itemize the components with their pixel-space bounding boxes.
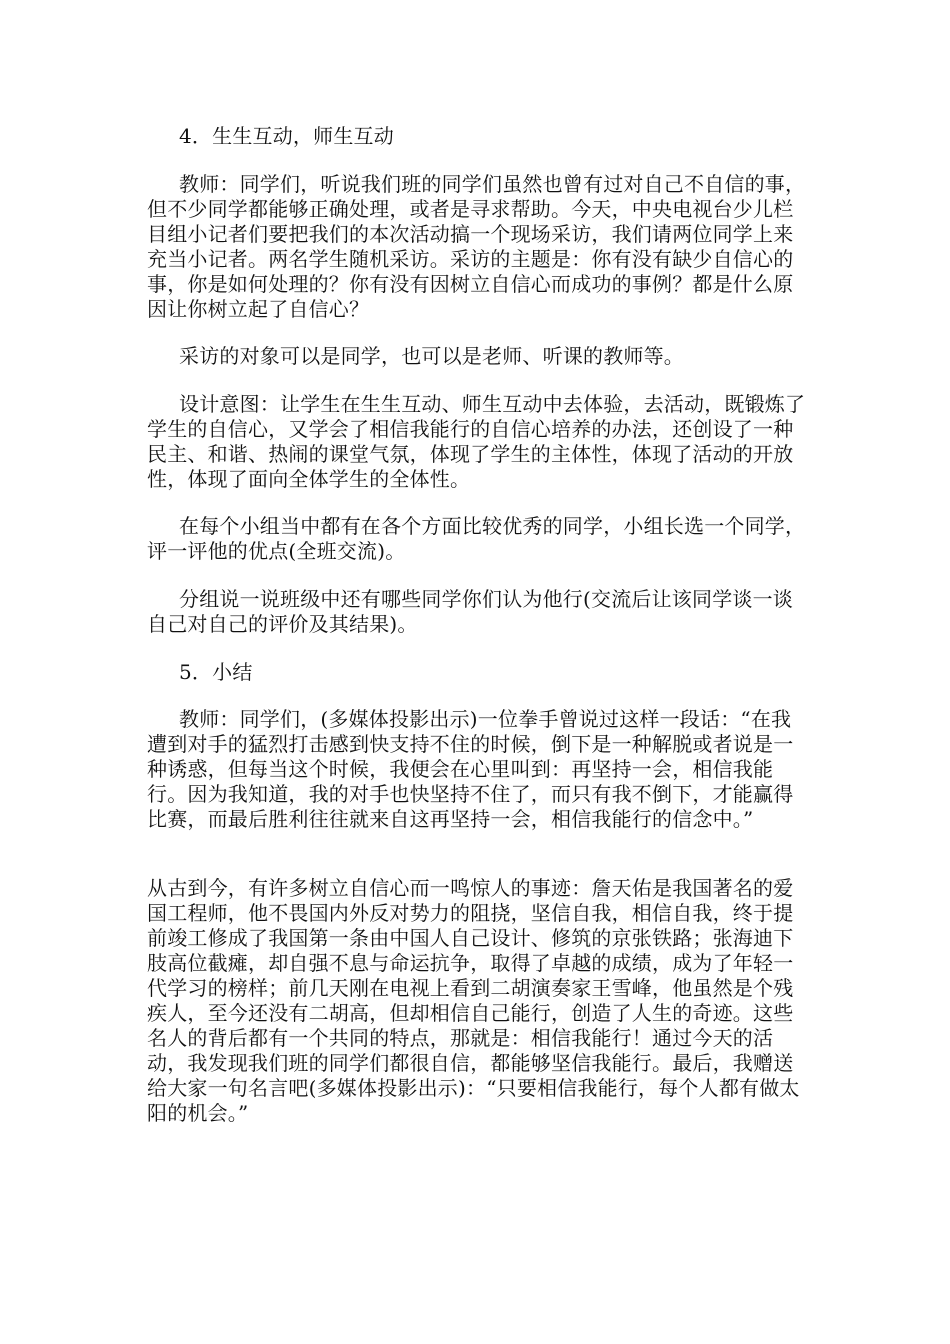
group-discussion-paragraph: 分组说一说班级中还有哪些同学你们认为他行(交流后让该同学谈一谈自己对自己的评价及其结果)。	[147, 587, 794, 636]
conclusion-paragraph: 从古到今，有许多树立自信心而一鸣惊人的事迹：詹天佑是我国著名的爱国工程师，他不畏国内外反对势力的阻挠，坚信自我，相信自我，终于提前竣工修成了我国第一条由中国人自己设计、修筑的京张铁路；张海迪下肢高位截瘫，却自强不息与命运抗争，取得了卓越的成绩，成为了年轻一代学习的榜样；前几天刚在电视上看到二胡演奏家王雪峰，他虽然是个残疾人，至今还没有二胡高，但却相信自己能行，创造了人生的奇迹。这些名人的背后都有一个共同的特点，那就是：相信我能行！通过今天的活动，我发现我们班的同学们都很自信，都能够坚信我能行。最后，我赠送给大家一句名言吧(多媒体投影出示)：“只要相信我能行，每个人都有做太阳的机会。”	[147, 876, 800, 1125]
design-intent-paragraph: 设计意图：让学生在生生互动、师生互动中去体验，去活动，既锻炼了学生的自信心，又学会了相信我能行的自信心培养的办法，还创设了一种民主、和谐、热闹的课堂气氛，体现了学生的主体性，体现了活动的开放性，体现了面向全体学生的全体性。	[147, 392, 806, 491]
teacher-quote-paragraph: 教师：同学们，(多媒体投影出示)一位拳手曾说过这样一段话：“在我遭到对手的猛烈打击感到快支持不住的时候，倒下是一种解脱或者说是一种诱惑，但每当这个时候，我便会在心里叫到：再坚持一会，相信我能行。因为我知道，我的对手也快坚持不住了，而只有我不倒下，才能赢得比赛，而最后胜利往往就来自这再坚持一会，相信我能行的信念中。”	[147, 707, 794, 831]
section-4-heading: 4．生生互动，师生互动	[179, 124, 394, 148]
teacher-intro-paragraph: 教师：同学们，听说我们班的同学们虽然也曾有过对自己不自信的事，但不少同学都能够正确处理，或者是寻求帮助。今天，中央电视台少儿栏目组小记者们要把我们的本次活动搞一个现场采访，我们请两位同学上来充当小记者。两名学生随机采访。采访的主题是：你有没有缺少自信心的事，你是如何处理的？你有没有因树立自信心而成功的事例？都是什么原因让你树立起了自信心？	[147, 172, 806, 321]
section-5-heading: 5．小结	[179, 660, 253, 684]
group-leader-paragraph: 在每个小组当中都有在各个方面比较优秀的同学，小组长选一个同学，评一评他的优点(全班交流)。	[147, 514, 806, 563]
interview-targets-paragraph: 采访的对象可以是同学，也可以是老师、听课的教师等。	[179, 344, 684, 368]
